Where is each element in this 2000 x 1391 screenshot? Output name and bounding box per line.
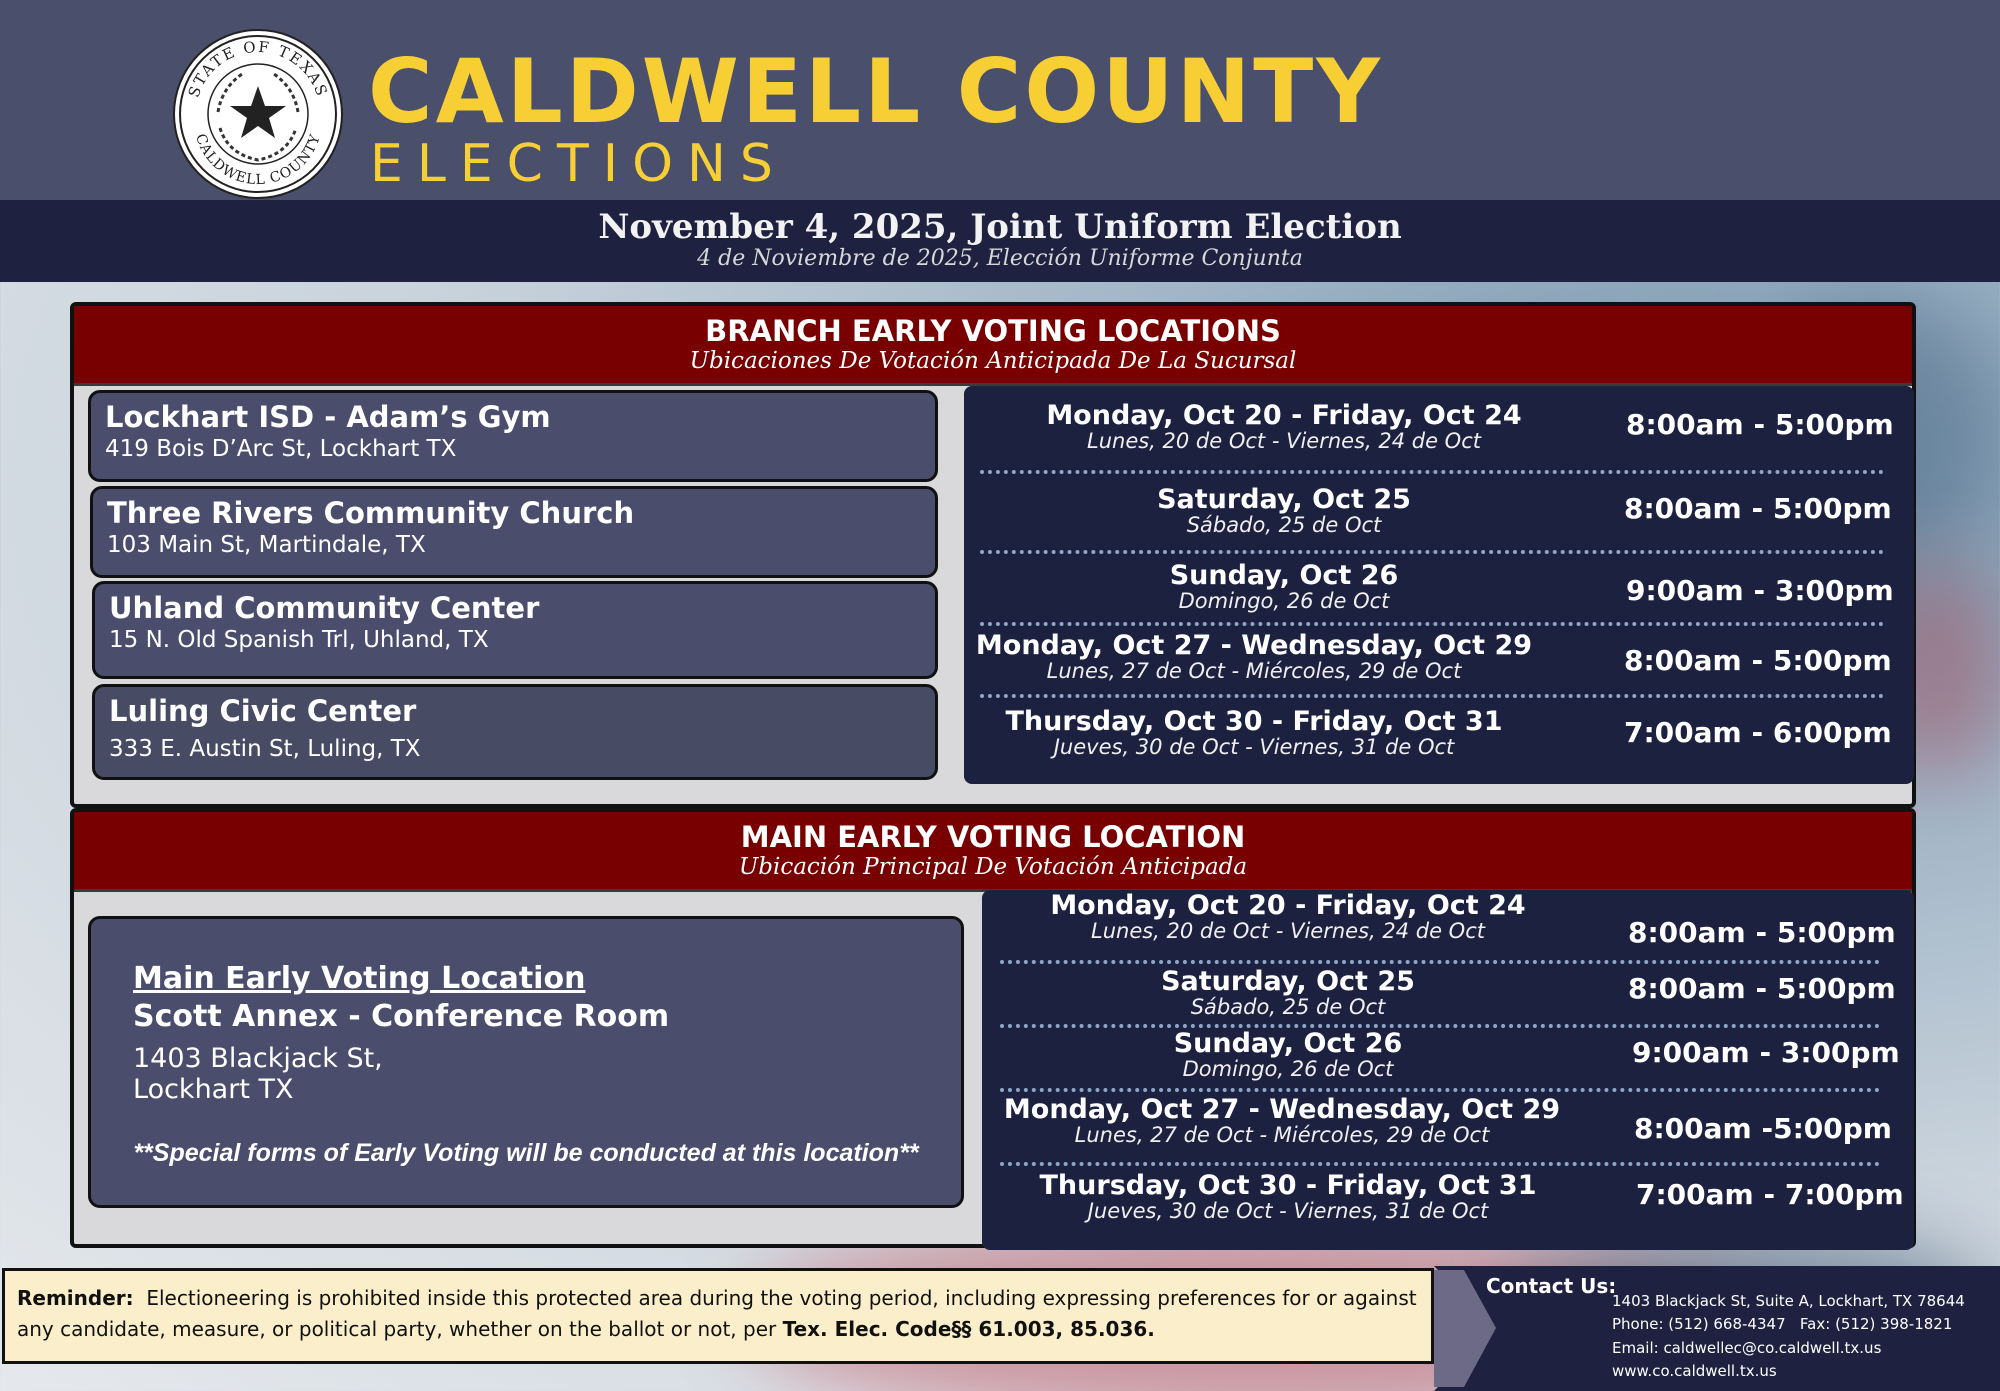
schedule-hours: 8:00am - 5:00pm — [1628, 972, 1896, 1005]
main-location-label: Main Early Voting Location — [133, 961, 586, 996]
location-name: Uhland Community Center — [109, 591, 540, 625]
schedule-hours: 8:00am - 5:00pm — [1624, 644, 1892, 677]
schedule-day-es: Sábado, 25 de Oct — [1190, 995, 1386, 1020]
reminder-box — [2, 1268, 1434, 1364]
main-schedule — [982, 890, 1914, 1250]
schedule-hours: 7:00am - 6:00pm — [1624, 716, 1892, 749]
branch-location-card — [92, 581, 938, 679]
schedule-day-es: Lunes, 27 de Oct - Miércoles, 29 de Oct — [1046, 659, 1462, 684]
schedule-hours: 8:00am - 5:00pm — [1628, 916, 1896, 949]
schedule-day: Thursday, Oct 30 - Friday, Oct 31 — [1039, 1170, 1537, 1201]
schedule-day-es: Sábado, 25 de Oct — [1186, 513, 1382, 538]
header-banner — [0, 0, 2000, 200]
schedule-day: Thursday, Oct 30 - Friday, Oct 31 — [1005, 706, 1503, 737]
election-bar — [0, 200, 2000, 282]
schedule-day: Monday, Oct 20 - Friday, Oct 24 — [1050, 890, 1526, 921]
schedule-hours: 8:00am - 5:00pm — [1624, 492, 1892, 525]
main-location-card — [88, 916, 964, 1208]
texas-seal-icon — [172, 28, 344, 200]
special-forms-note: **Special forms of Early Voting will be conducted at this location** — [133, 1139, 919, 1167]
branch-location-card — [88, 390, 938, 482]
location-name: Three Rivers Community Church — [107, 496, 635, 530]
divider — [980, 694, 1884, 698]
svg-text:STATE OF TEXAS: STATE OF TEXAS — [184, 37, 332, 100]
schedule-day-es: Jueves, 30 de Oct - Viernes, 31 de Oct — [1087, 1199, 1489, 1224]
contact-phone: Phone: (512) 668-4347 — [1612, 1315, 1786, 1334]
divider — [980, 470, 1884, 474]
location-name: Lockhart ISD - Adam’s Gym — [105, 400, 551, 434]
schedule-hours: 7:00am - 7:00pm — [1636, 1178, 1904, 1211]
schedule-day: Monday, Oct 27 - Wednesday, Oct 29 — [1003, 1094, 1561, 1125]
location-address: 419 Bois D’Arc St, Lockhart TX — [105, 436, 457, 463]
divider — [1000, 1088, 1880, 1092]
schedule-hours: 9:00am - 3:00pm — [1626, 574, 1894, 607]
contact-email[interactable]: Email: caldwellec@co.caldwell.tx.us — [1612, 1338, 1882, 1357]
divider — [1000, 960, 1880, 964]
contact-address: 1403 Blackjack St, Suite A, Lockhart, TX 78644 — [1612, 1292, 1965, 1310]
location-name: Luling Civic Center — [109, 694, 417, 728]
contact-details — [1612, 1290, 1965, 1383]
branch-section-subtitle: Ubicaciones De Votación Anticipada De La Sucursal — [689, 347, 1297, 374]
schedule-day-es: Lunes, 27 de Oct - Miércoles, 29 de Oct — [1074, 1123, 1490, 1148]
contact-website[interactable]: www.co.caldwell.tx.us — [1612, 1361, 1777, 1380]
main-section-header — [74, 812, 1912, 892]
location-address: 333 E. Austin St, Luling, TX — [109, 736, 421, 763]
main-location-address — [133, 1043, 383, 1105]
branch-location-card — [92, 684, 938, 780]
reminder-text: Electioneering is prohibited inside this protected area during the voting period, including expressing preferences for or against any candidate, measure, or political party, whether on the ballot or not, per — [17, 1286, 1417, 1341]
contact-label: Contact Us: — [1486, 1274, 1617, 1298]
divider — [1000, 1024, 1880, 1028]
schedule-hours: 8:00am - 5:00pm — [1626, 408, 1894, 441]
schedule-day: Monday, Oct 27 - Wednesday, Oct 29 — [975, 630, 1533, 661]
reminder-code: Tex. Elec. Code§§ 61.003, 85.036. — [782, 1317, 1155, 1341]
location-address: 15 N. Old Spanish Trl, Uhland, TX — [109, 627, 489, 654]
main-section-title: MAIN EARLY VOTING LOCATION — [740, 820, 1246, 854]
schedule-day-es: Lunes, 20 de Oct - Viernes, 24 de Oct — [1091, 919, 1485, 944]
address-line: 1403 Blackjack St, — [133, 1043, 383, 1074]
schedule-day: Monday, Oct 20 - Friday, Oct 24 — [1046, 400, 1522, 431]
schedule-day: Saturday, Oct 25 — [1157, 484, 1411, 515]
branch-section-title: BRANCH EARLY VOTING LOCATIONS — [705, 314, 1281, 348]
schedule-day-es: Jueves, 30 de Oct - Viernes, 31 de Oct — [1053, 735, 1455, 760]
branch-location-card — [90, 486, 938, 578]
main-section-subtitle: Ubicación Principal De Votación Anticipada — [738, 853, 1248, 880]
divider — [1000, 1162, 1880, 1166]
contact-fax: Fax: (512) 398-1821 — [1799, 1315, 1953, 1334]
divider — [980, 550, 1884, 554]
election-title-es: 4 de Noviembre de 2025, Elección Uniforme Conjunta — [697, 246, 1303, 272]
election-title: November 4, 2025, Joint Uniform Election — [598, 207, 1402, 247]
branch-schedule — [964, 386, 1914, 784]
schedule-hours: 8:00am -5:00pm — [1634, 1112, 1892, 1145]
schedule-day-es: Domingo, 26 de Oct — [1178, 589, 1390, 614]
county-title: CALDWELL COUNTY — [368, 40, 1384, 143]
contact-panel — [1434, 1266, 2000, 1391]
divider — [980, 622, 1884, 626]
elections-subtitle: ELECTIONS — [370, 134, 787, 194]
branch-section-header — [74, 306, 1912, 386]
location-address: 103 Main St, Martindale, TX — [107, 532, 426, 559]
main-location-name: Scott Annex - Conference Room — [133, 999, 670, 1034]
schedule-day-es: Lunes, 20 de Oct - Viernes, 24 de Oct — [1087, 429, 1481, 454]
schedule-day: Sunday, Oct 26 — [1169, 560, 1399, 591]
schedule-day: Sunday, Oct 26 — [1173, 1028, 1403, 1059]
schedule-day-es: Domingo, 26 de Oct — [1182, 1057, 1394, 1082]
reminder-label: Reminder: — [17, 1286, 134, 1310]
address-line: Lockhart TX — [133, 1074, 294, 1106]
schedule-hours: 9:00am - 3:00pm — [1632, 1036, 1900, 1069]
schedule-day: Saturday, Oct 25 — [1161, 966, 1415, 997]
svg-text:CALDWELL COUNTY: CALDWELL COUNTY — [191, 131, 325, 189]
